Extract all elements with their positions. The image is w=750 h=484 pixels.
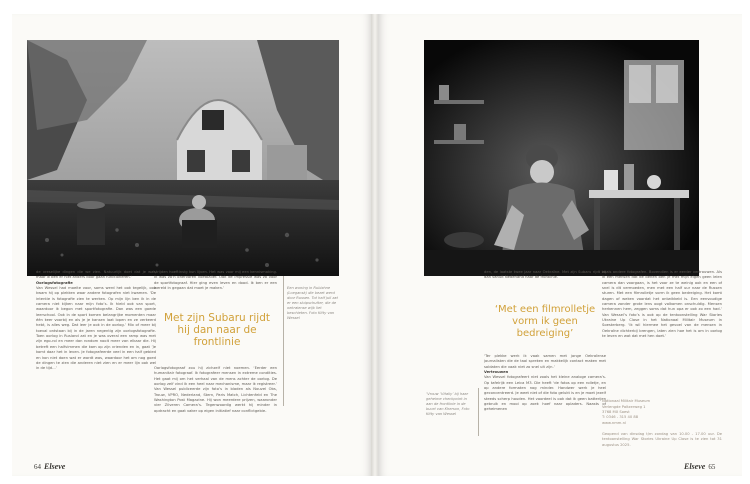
left-page-number: 64 [34, 462, 41, 471]
right-col1-subheading: Vertrouwen [484, 370, 509, 375]
right-page-number: 65 [708, 462, 716, 471]
left-page [12, 14, 372, 476]
left-col-1 [36, 270, 156, 466]
left-col1-subheading: Oorlogsfotografie [36, 280, 73, 285]
left-col2-body: Oorlogsfotograaf zou hij zichzelf niet noemen. ‘Eerder een humanitair fotograaf. Ik fotografeer mensen in extreme condities. Het gaat mij om het verhaal van de mens achter de oorlog. De oorlog zelf vind ik een heel naar mechanisme, maar ik registreer.’ Van Wessel publiceerde zijn foto’s in bladen als Nouvel Obs, Trouw, VPRO, Nederland, Stern, Paris Match, Lichtenfeld en The Washington Post Magazine. Hij won meerdere prijzen, waaronder vier Zilveren Camera’s. Tegenwoordig werkt hij minder in opdracht en gaat vaker op eigen initiatief naar conflictgebie- [154, 366, 277, 413]
left-brand-logo: Elseve [44, 462, 66, 471]
left-col-2-top [154, 270, 277, 310]
museum-info: Nationaal Militair Museum Verlengde Paltzerweg 1 3768 MX Soest T: 0346 - 315 40 88 www.nmm.nl [602, 399, 651, 425]
right-col1-body: ‘Ter plekke werk ik vaak samen met jonge Oekraïense journalisten die de taal spreken en makkelijk contact maken met soldaten die vaak niet zo snel uit zijn.’ [484, 354, 606, 369]
soldier-photo-illustration [424, 40, 699, 276]
house-photo-illustration [27, 40, 339, 276]
right-brand-logo: Elseve [684, 462, 706, 471]
right-col-2-body [602, 270, 722, 390]
left-col-2-body [154, 366, 277, 466]
left-folio [34, 462, 65, 471]
right-page [378, 14, 742, 476]
right-col1-lead: den, de laatste twee jaar naar Oekraïne. Met zijn Subaru rijdt hij dan vanuit Nederland naar de frontlinie. [484, 270, 606, 280]
left-col2-lead: strijden hoeftinvig kun lijven. Het was voor mij een kennismaking. Ik was zo’n onervaren voetballer. Ook de impressie was zo voor de sportfotograaf. Hier ging even leven en dood. Ik ben er een wereld in gegaan dat moet je maken.’ [154, 270, 277, 291]
left-pull-quote: Met zijn Subaru rijdt hij dan naar de frontlinie [164, 312, 270, 348]
right-col-2-info [602, 394, 722, 430]
right-col2-body: zoals andere fotografen. Bovendien is er eerder vertrouwen. Als ik een mensen dat de benen ben je met mijn eigen geen leien camera dan voorgaan, is het voor ze te weinig ook en een of snel is dit vermoeden, men met een half uur naar de Russen sturen. Met een filmrolletje vorm ik geen bedreiging. Het komt dagen of weken voordat het ontwikkeld is. Een eenvoudige camera zonder grote lens oogt volkomen onschuldig. Mensen herkennen hem, zeggen soms dat hun opa er ook zo een had.’ Van Wessel’s foto’s is ook op de tentoonstelling War Stories Ukraine Up Close in het Nationaal Militair Museum in Soesterberg. ‘Ik wil hiermee het gevoel van de mensen in Oekraïne dichterbij brengen, laten zien hoe het is om in oorlog te leven en wat dat met hen doet.’ [602, 270, 722, 339]
right-caption-rule [478, 388, 479, 436]
right-col1-body2: Van Wessel fotografeert niet zoals het kleine analoge camera’s. Op tafelrijk een Leica M3. Die heeft ‘de fotos op een rolletje, en op andere formaten nog minder. Handwer werk je heel geconcentreerd. Je weet niet of die foto gelukt is en je moet jezelf steeds scherp houden. Het voordeel is ook dat ik geen batterijen gebruik en mooi op zoek hoef naar opladers. Naasts of geheimenen [484, 375, 606, 412]
left-caption-rule [283, 276, 284, 406]
right-col-2-footer [602, 432, 722, 458]
right-col-1-top [484, 270, 606, 298]
left-photo-caption: Een woning in Rubizhne (Loegansk) die bezet werd door Russen. Tot half juli zat er een sluipschutter, die de oekraiense wijk liet beschieten. Foto Kitty van Wessel [287, 286, 338, 320]
left-col1-lead: de vreselijke dingen die we zien. Natuurlijk doet dat je wat, maar ik ben er niet anders door gaan functioneren.’ [36, 270, 156, 280]
right-col-1-body [484, 354, 606, 466]
right-pull-quote: ‘Met een filmrolletje vorm ik geen bedreiging’ [494, 304, 596, 339]
house-garden-woman-photo [27, 40, 339, 276]
right-photo-caption: ‘Vrouw ‘Vitaliy’ bij haar geheime checkpoint in aan de frontlinie in de buurt van Kherson, Foto Kitty van Wessel [426, 392, 470, 416]
right-folio [684, 462, 715, 471]
exhibition-footer: Geopend van dinsdag t/m zondag van 10.00 - 17.00 uur. De tentoonstelling War Stories Ukraine Up Close is te zien tot 31 augustus 2025. [602, 432, 722, 447]
left-col1-body: Van Wessel had moeite voor, soms werd het ook tegelijk, ook kwam hij op plekken waar andere fotografen niet kwamen. ‘De intentie is fotografie zien te werken. Op mijn lijn ben ik in de camera niet kijken naar mijn foto’s. Ik hield ook van sport, waardoor ik begon met sportfotografie. Dan was een goede leerschool. Ook in de sport komen belangrijke momenten maar één keer voorbij en als je je kansen laat lopen en ze verkeerd hebt, is alles weg. Dat leer je ook in de oorlog.’ Mix of meer bij toeval ontstaan bij in de jaren negentig zijn oorlogsfotografie. Toen oorlog in Rusland zat en je was overal een ramp was met zijn ego-rol en meer dan rondom nooit meer van elkaar die. Hij betreft een halfvimmen die kam op zijn vrienden en in, gaat ’Je komt daar het in leven. Je fotografeerde veel in een half gebied en kon niet doen wat er wordt was, waardoor het om nog goed de dingen te zien die anderen niet zien en er meer lijn ook wel in de tijd...’ [36, 286, 156, 371]
soldier-seated-interior-photo [424, 40, 699, 276]
